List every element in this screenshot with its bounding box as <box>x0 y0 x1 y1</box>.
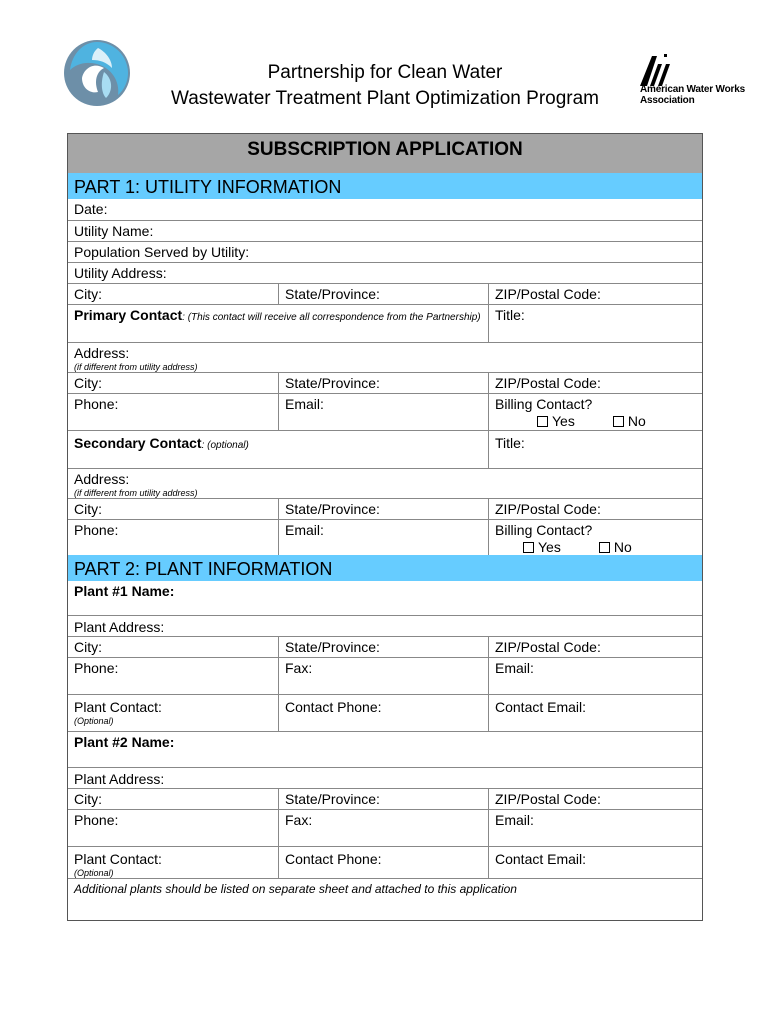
primary-phone-row <box>68 393 702 430</box>
secondary-city-field[interactable]: City: <box>74 501 102 517</box>
program-title-line2: Wastewater Treatment Plant Optimization Program <box>170 88 599 109</box>
plant1-optional-note: (Optional) <box>74 716 114 726</box>
secondary-zip-field[interactable]: ZIP/Postal Code: <box>488 499 702 519</box>
plant1-email-field[interactable]: Email: <box>488 658 702 694</box>
primary-city-field[interactable]: City: <box>74 375 102 391</box>
plant1-state-field[interactable]: State/Province: <box>278 637 488 657</box>
plant1-phone-field[interactable]: Phone: <box>74 660 119 676</box>
secondary-address-label: Address: <box>74 471 130 487</box>
secondary-city-row <box>68 498 702 519</box>
page-header <box>0 0 770 130</box>
program-title-line1: Partnership for Clean Water <box>267 62 503 83</box>
utility-zip-field[interactable]: ZIP/Postal Code: <box>488 284 702 304</box>
secondary-address-row[interactable] <box>68 468 702 498</box>
checkbox-icon[interactable] <box>537 416 548 427</box>
plant2-zip-field[interactable]: ZIP/Postal Code: <box>488 789 702 809</box>
additional-plants-row <box>68 878 702 920</box>
plant1-address-label: Plant Address: <box>74 619 165 635</box>
checkbox-icon[interactable] <box>613 416 624 427</box>
utility-address-label: Utility Address: <box>74 265 167 281</box>
plant1-name-row[interactable] <box>68 581 702 615</box>
no-label: No <box>613 539 632 555</box>
utility-state-field[interactable]: State/Province: <box>278 284 488 304</box>
utility-city-row <box>68 283 702 304</box>
plant1-contact-email-field[interactable]: Contact Email: <box>488 695 702 731</box>
plant1-address-row[interactable] <box>68 615 702 636</box>
checkbox-icon[interactable] <box>599 542 610 553</box>
primary-billing-yes[interactable] <box>537 413 575 430</box>
plant1-contact-phone-field[interactable]: Contact Phone: <box>278 695 488 731</box>
plant1-zip-field[interactable]: ZIP/Postal Code: <box>488 637 702 657</box>
primary-contact-label: Primary Contact <box>74 307 183 323</box>
secondary-phone-field[interactable]: Phone: <box>74 522 119 538</box>
primary-contact-note: : (This contact will receive all correspondence from the Partnership) <box>182 312 481 323</box>
population-label: Population Served by Utility: <box>74 244 250 260</box>
part1-heading: PART 1: UTILITY INFORMATION <box>68 173 702 199</box>
plant2-fax-field[interactable]: Fax: <box>278 810 488 846</box>
plant1-fax-field[interactable]: Fax: <box>278 658 488 694</box>
plant2-city-row <box>68 788 702 809</box>
plant2-city-field[interactable]: City: <box>74 791 102 807</box>
secondary-contact-row <box>68 430 702 468</box>
primary-billing-contact <box>488 394 702 430</box>
primary-address-note: (if different from utility address) <box>74 362 198 372</box>
plant2-contact-email-field[interactable]: Contact Email: <box>488 847 702 878</box>
date-row[interactable] <box>68 199 702 220</box>
form-title: SUBSCRIPTION APPLICATION <box>68 133 702 173</box>
plant1-name-label: Plant #1 Name: <box>74 583 175 599</box>
primary-state-field[interactable]: State/Province: <box>278 373 488 393</box>
yes-label: Yes <box>552 413 575 429</box>
utility-name-row[interactable] <box>68 220 702 241</box>
additional-plants-note: Additional plants should be listed on separate sheet and attached to this application <box>74 882 517 896</box>
utility-name-label: Utility Name: <box>74 223 154 239</box>
plant2-phone-field[interactable]: Phone: <box>74 812 119 828</box>
plant2-contact-phone-field[interactable]: Contact Phone: <box>278 847 488 878</box>
checkbox-icon[interactable] <box>523 542 534 553</box>
plant1-contact-field[interactable] <box>68 695 278 731</box>
plant2-contact-row <box>68 846 702 878</box>
primary-contact-field[interactable] <box>68 305 488 342</box>
secondary-email-field[interactable]: Email: <box>278 520 488 555</box>
primary-address-label: Address: <box>74 345 130 361</box>
plant2-name-label: Plant #2 Name: <box>74 734 175 750</box>
plant1-contact-label: Plant Contact: <box>74 699 162 715</box>
plant2-address-row[interactable] <box>68 767 702 788</box>
secondary-phone-row <box>68 519 702 555</box>
secondary-title-field[interactable]: Title: <box>488 431 702 468</box>
plant2-optional-note: (Optional) <box>74 868 114 878</box>
primary-email-field[interactable]: Email: <box>278 394 488 430</box>
secondary-contact-label: Secondary Contact <box>74 435 202 451</box>
secondary-address-note: (if different from utility address) <box>74 488 198 498</box>
plant1-city-field[interactable]: City: <box>74 639 102 655</box>
plant2-state-field[interactable]: State/Province: <box>278 789 488 809</box>
plant2-contact-field[interactable] <box>68 847 278 878</box>
secondary-billing-label: Billing Contact? <box>495 522 593 538</box>
secondary-billing-yes[interactable] <box>523 539 561 556</box>
primary-billing-no[interactable] <box>613 413 646 430</box>
plant1-contact-row <box>68 694 702 731</box>
primary-zip-field[interactable]: ZIP/Postal Code: <box>488 373 702 393</box>
primary-phone-field[interactable]: Phone: <box>74 396 119 412</box>
primary-contact-row <box>68 304 702 342</box>
plant1-city-row <box>68 636 702 657</box>
plant2-phone-row <box>68 809 702 846</box>
primary-billing-label: Billing Contact? <box>495 396 593 412</box>
plant1-phone-row <box>68 657 702 694</box>
primary-title-field[interactable]: Title: <box>488 305 702 342</box>
plant2-address-label: Plant Address: <box>74 771 165 787</box>
plant2-contact-label: Plant Contact: <box>74 851 162 867</box>
no-label: No <box>627 413 646 429</box>
primary-city-row <box>68 372 702 393</box>
secondary-billing-no[interactable] <box>599 539 632 556</box>
subscription-form <box>67 133 703 921</box>
plant2-email-field[interactable]: Email: <box>488 810 702 846</box>
part2-heading: PART 2: PLANT INFORMATION <box>68 555 702 581</box>
date-label: Date: <box>74 201 108 217</box>
utility-address-row[interactable] <box>68 262 702 283</box>
secondary-state-field[interactable]: State/Province: <box>278 499 488 519</box>
secondary-contact-field[interactable] <box>68 431 488 468</box>
secondary-contact-note: : (optional) <box>201 440 249 451</box>
plant2-name-row[interactable] <box>68 731 702 767</box>
water-drop-logo-icon <box>62 38 132 108</box>
primary-address-row[interactable] <box>68 342 702 372</box>
awwa-logo-text: American Water Works Association <box>640 84 745 106</box>
utility-city-field[interactable]: City: <box>74 286 102 302</box>
yes-label: Yes <box>538 539 561 555</box>
secondary-billing-contact <box>488 520 702 555</box>
population-row[interactable] <box>68 241 702 262</box>
